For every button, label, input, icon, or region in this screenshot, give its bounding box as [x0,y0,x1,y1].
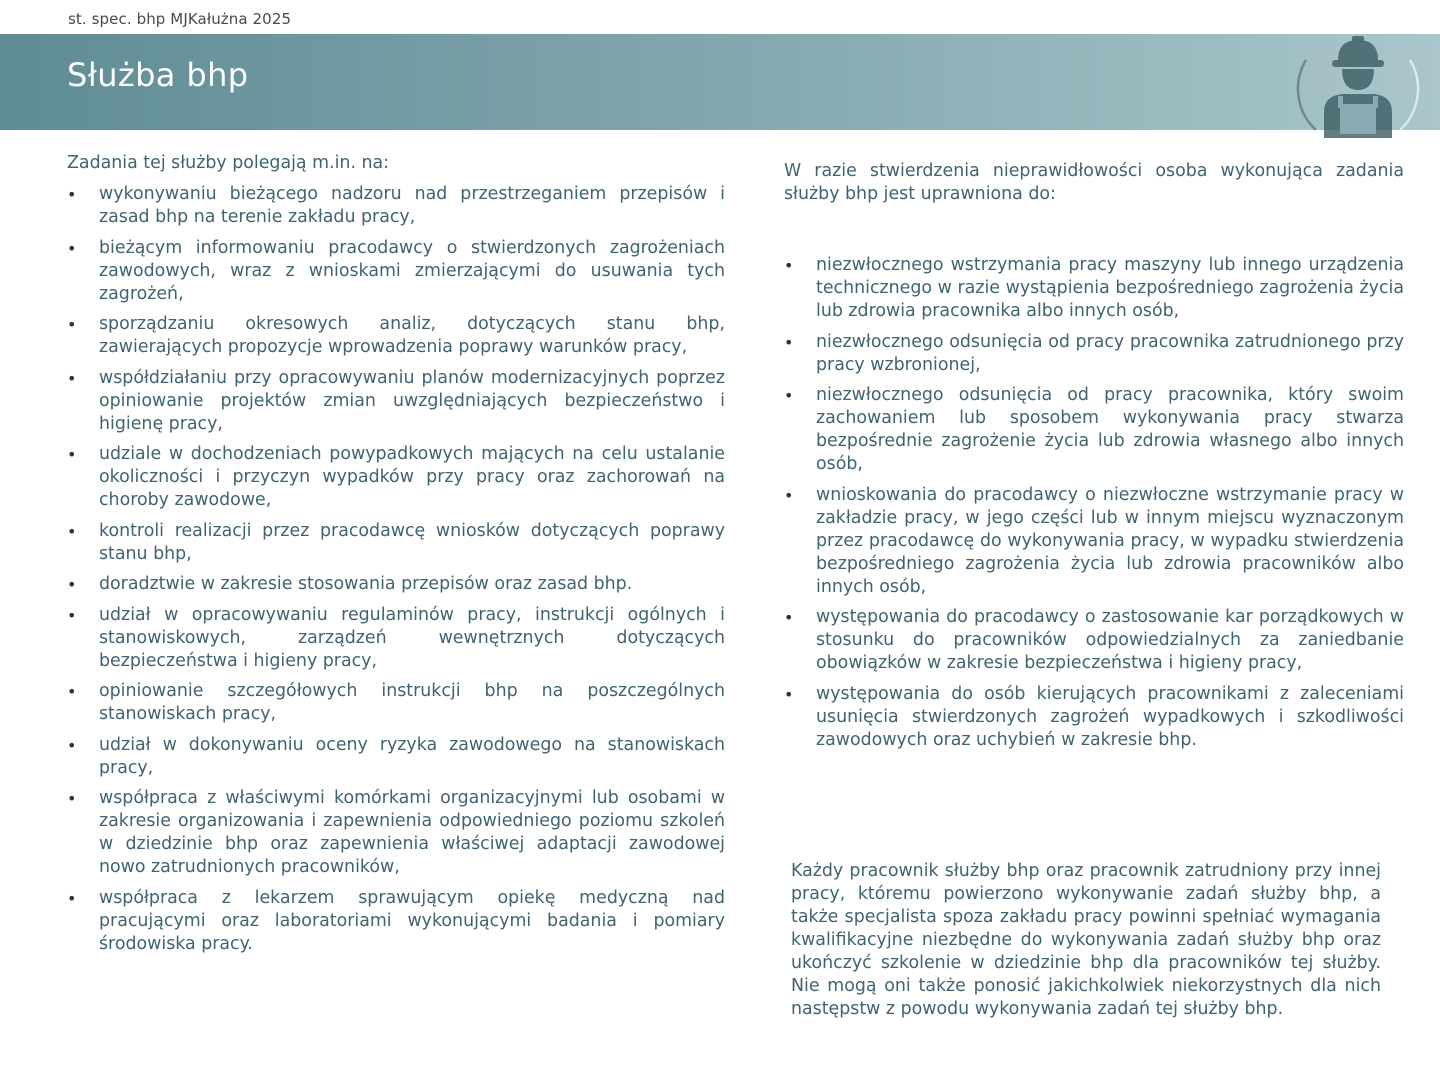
list-item [67,573,725,596]
list-item [67,367,725,436]
list-item [784,254,1404,323]
bullet-icon: • [67,445,77,464]
list-item [67,887,725,956]
bullet-icon: • [784,386,794,405]
list-item-text: występowania do pracodawcy o zastosowanie kar porządkowych w stosunku do pracowników odpowiedzialnych za zaniedbanie obowiązków w zakresie bezpieczeństwa i higieny pracy, [816,607,1404,673]
list-item [67,313,725,359]
rights-column [784,160,1404,759]
list-item [67,787,725,879]
list-item [67,443,725,512]
list-item-text: opiniowanie szczegółowych instrukcji bhp na poszczególnych stanowiskach pracy, [99,681,725,724]
list-item-text: niezwłocznego odsunięcia od pracy pracownika, który swoim zachowaniem lub sposobem wykonywania pracy stwarza bezpośrednie zagrożenie życia lub zdrowia własnego albo innych osób, [816,385,1404,474]
list-item [67,734,725,780]
list-item-text: doradztwie w zakresie stosowania przepisów oraz zasad bhp. [99,574,633,594]
bullet-icon: • [784,485,794,505]
worker-hardhat-icon [1294,26,1422,138]
rights-intro: W razie stwierdzenia nieprawidłowości osoba wykonująca zadania służby bhp jest uprawniona do: [784,161,1404,204]
page-title: Służba bhp [67,56,249,94]
list-item-text: występowania do osób kierujących pracownikami z zaleceniami usunięcia stwierdzonych zagrożeń wypadkowych i szkodliwości zawodowych oraz uchybień w zakresie bhp. [816,683,1404,750]
bullet-icon: • [67,368,77,388]
bullet-icon: • [67,605,77,625]
list-item [784,484,1404,599]
rights-list [784,254,1404,752]
bullet-icon: • [67,315,77,334]
list-item-text: udział w dokonywaniu oceny ryzyka zawodowego na stanowiskach pracy, [99,734,725,778]
list-item [67,237,725,306]
bullet-icon: • [67,185,77,204]
list-item [784,384,1404,476]
list-item [784,606,1404,675]
bullet-icon: • [784,332,794,352]
list-item-text: bieżącym informowaniu pracodawcy o stwierdzonych zagrożeniach zawodowych, wraz z wnioskami zmierzającymi do usuwania tych zagrożeń, [99,237,725,304]
list-item-text: niezwłocznego odsunięcia od pracy pracownika zatrudnionego przy pracy wzbronionej, [816,331,1404,375]
bullet-icon: • [784,608,794,627]
list-item-text: wnioskowania do pracodawcy o niezwłoczne wstrzymanie pracy w zakładzie pracy, w jego części lub w innym miejscu wyznaczonym przez pracodawcę do wykonywania pracy, w wypadku stwierdzenia bezpośredniego zagrożenia życia lub zdrowia pracowników albo innych osób, [816,484,1404,597]
list-item-text: udziale w dochodzeniach powypadkowych mających na celu ustalanie okoliczności i przyczyn wypadków przy pracy oraz zachorowań na choroby zawodowe, [99,444,725,510]
list-item-text: kontroli realizacji przez pracodawcę wniosków dotyczących poprawy stanu bhp, [99,520,725,564]
bullet-icon: • [67,735,77,755]
bullet-icon: • [67,789,77,808]
header-banner [0,34,1440,130]
list-item [784,331,1404,377]
bullet-icon: • [784,256,794,275]
list-item-text: udział w opracowywaniu regulaminów pracy, instrukcji ogólnych i stanowiskowych, zarządzeń wewnętrznych dotyczących bezpieczeństwa i higieny pracy, [99,604,725,671]
bullet-icon: • [784,684,794,704]
list-item [784,683,1404,752]
list-item-text: współpraca z właściwymi komórkami organizacyjnymi lub osobami w zakresie organizowania i zapewnienia odpowiedniego poziomu szkoleń w dziedzinie bhp oraz zapewnienia właściwej adaptacji zawodowej nowo zatrudnionych pracowników, [99,788,725,877]
bullet-icon: • [67,238,77,258]
list-item [67,680,725,726]
tasks-list [67,183,725,956]
bullet-icon: • [67,521,77,541]
bullet-icon: • [67,888,77,908]
tasks-column [67,152,725,963]
list-item [67,604,725,673]
qualification-note: Każdy pracownik służby bhp oraz pracownik zatrudniony przy innej pracy, któremu powierzono wykonywanie zadań służby bhp, a także specjalista spoza zakładu pracy powinni spełniać wymagania kwalifikacyjne niezbędne do wykonywania zadań służby bhp oraz ukończyć szkolenie w dziedzinie bhp dla pracowników tej służby. Nie mogą oni także ponosić jakichkolwiek niekorzystnych dla nich następstw z powodu wykonywania zadań tej służby bhp. [791,861,1381,1019]
list-item-text: współpraca z lekarzem sprawującym opiekę medyczną nad pracującymi oraz laboratoriami wykonującymi badania i pomiary środowiska pracy. [99,887,725,954]
list-item [67,183,725,229]
bullet-icon: • [67,682,77,701]
list-item-text: sporządzaniu okresowych analiz, dotyczących stanu bhp, zawierających propozycje wprowadzenia poprawy warunków pracy, [99,314,725,357]
tasks-intro: Zadania tej służby polegają m.in. na: [67,153,390,173]
author-line: st. spec. bhp MJKałużna 2025 [68,10,292,28]
bullet-icon: • [67,575,77,594]
list-item-text: niezwłocznego wstrzymania pracy maszyny lub innego urządzenia technicznego w razie wystąpienia bezpośredniego zagrożenia życia lub zdrowia pracownika albo innych osób, [816,255,1404,321]
list-item-text: współdziałaniu przy opracowywaniu planów modernizacyjnych poprzez opiniowanie projektów zmian uwzględniających bezpieczeństwo i higienę pracy, [99,367,725,434]
list-item-text: wykonywaniu bieżącego nadzoru nad przestrzeganiem przepisów i zasad bhp na terenie zakładu pracy, [99,184,725,227]
list-item [67,520,725,566]
